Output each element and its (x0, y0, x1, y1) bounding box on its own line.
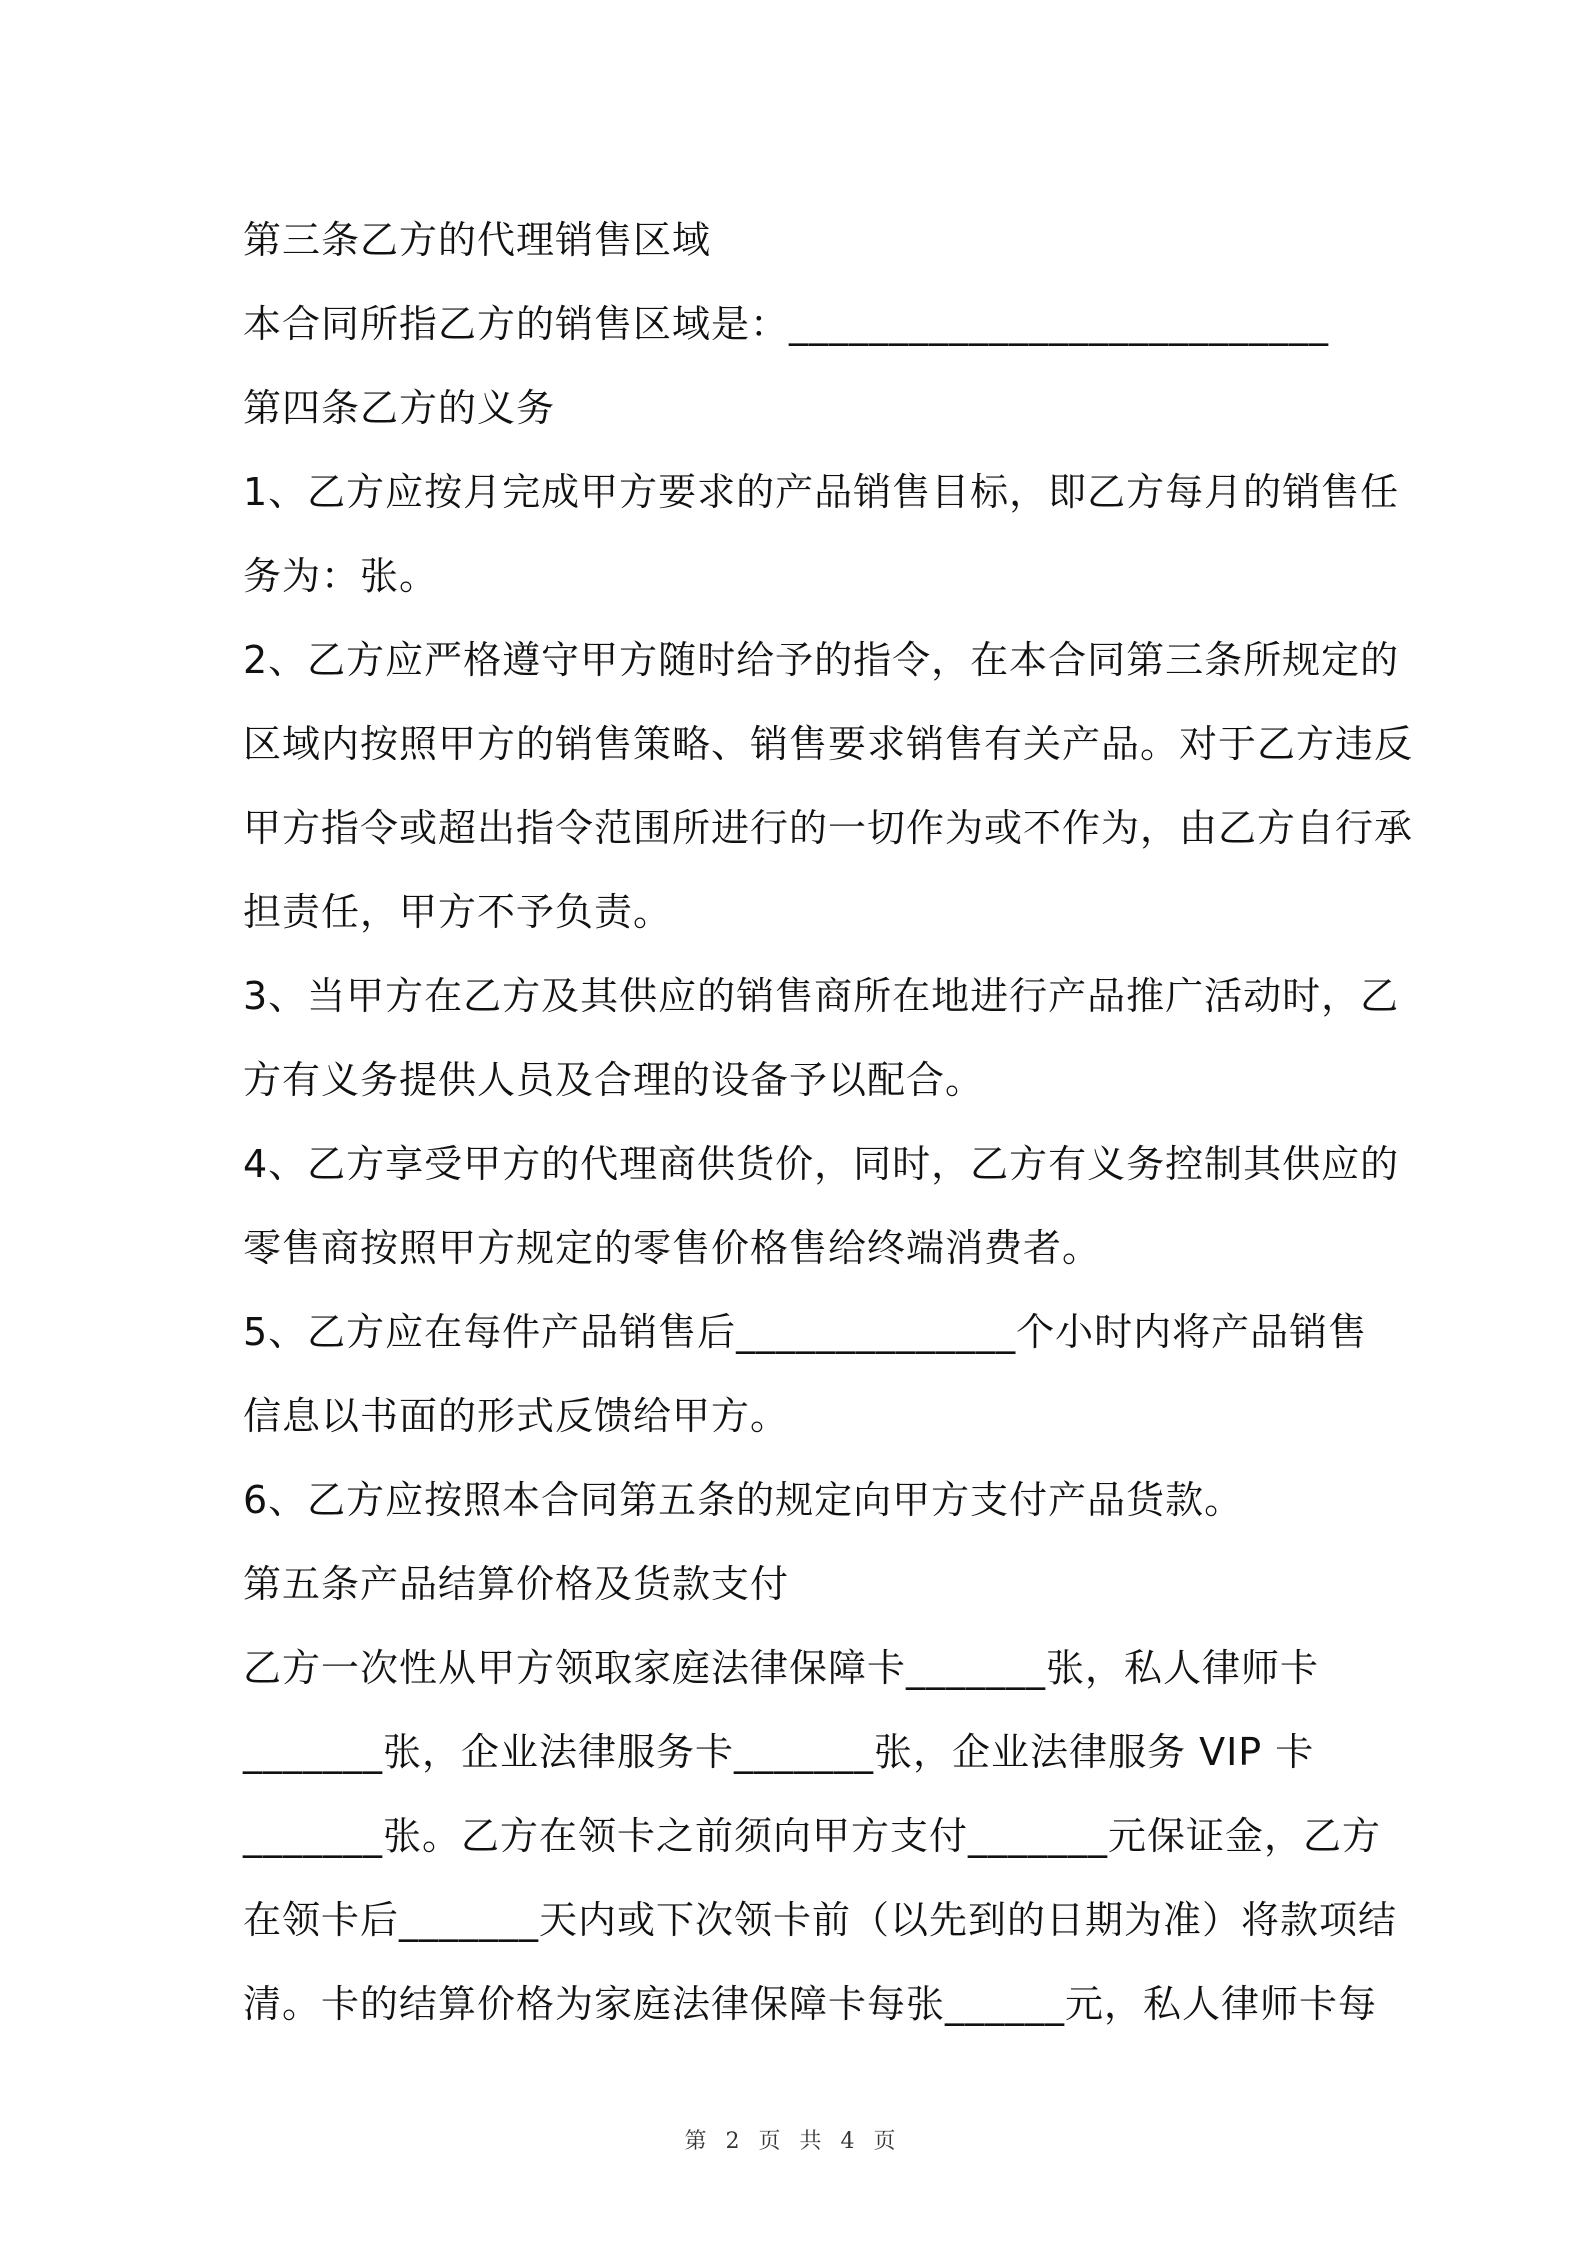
paragraph-line: 2、乙方应严格遵守甲方随时给予的指令，在本合同第三条所规定的 (243, 638, 1400, 682)
paragraph-line: 甲方指令或超出指令范围所进行的一切作为或不作为，由乙方自行承 (243, 806, 1414, 850)
paragraph-line: 3、当甲方在乙方及其供应的销售商所在地进行产品推广活动时，乙 (243, 974, 1400, 1018)
page-number-footer: 第 2 页 共 4 页 (684, 2129, 902, 2154)
heading-article-4: 第四条乙方的义务 (243, 386, 556, 430)
paragraph-line: 区域内按照甲方的销售策略、销售要求销售有关产品。对于乙方违反 (243, 722, 1414, 766)
paragraph-line: 本合同所指乙方的销售区域是：___________________________ (243, 302, 1330, 346)
paragraph-line: 信息以书面的形式反馈给甲方。 (243, 1394, 790, 1438)
heading-article-5: 第五条产品结算价格及货款支付 (243, 1562, 790, 1606)
paragraph-line: 清。卡的结算价格为家庭法律保障卡每张______元，私人律师卡每 (243, 1982, 1378, 2026)
paragraph-line: 方有义务提供人员及合理的设备予以配合。 (243, 1058, 985, 1102)
paragraph-line: 1、乙方应按月完成甲方要求的产品销售目标，即乙方每月的销售任 (243, 470, 1400, 514)
paragraph-line: 在领卡后_______天内或下次领卡前（以先到的日期为准）将款项结 (243, 1898, 1398, 1942)
heading-article-3: 第三条乙方的代理销售区域 (243, 218, 712, 262)
paragraph-line: 零售商按照甲方规定的零售价格售给终端消费者。 (243, 1226, 1102, 1270)
paragraph-line: 6、乙方应按照本合同第五条的规定向甲方支付产品货款。 (243, 1478, 1244, 1522)
paragraph-line: 乙方一次性从甲方领取家庭法律保障卡_______张，私人律师卡 (243, 1646, 1320, 1690)
paragraph-line: 务为：张。 (243, 554, 439, 598)
paragraph-line: _______张。乙方在领卡之前须向甲方支付_______元保证金，乙方 (243, 1814, 1382, 1858)
paragraph-line: 4、乙方享受甲方的代理商供货价，同时，乙方有义务控制其供应的 (243, 1142, 1400, 1186)
paragraph-line: 担责任，甲方不予负责。 (243, 890, 673, 934)
paragraph-line: 5、乙方应在每件产品销售后______________个小时内将产品销售 (243, 1310, 1368, 1354)
paragraph-line: _______张，企业法律服务卡_______张，企业法律服务 VIP 卡 (243, 1730, 1315, 1774)
document-body (243, 198, 1414, 2046)
